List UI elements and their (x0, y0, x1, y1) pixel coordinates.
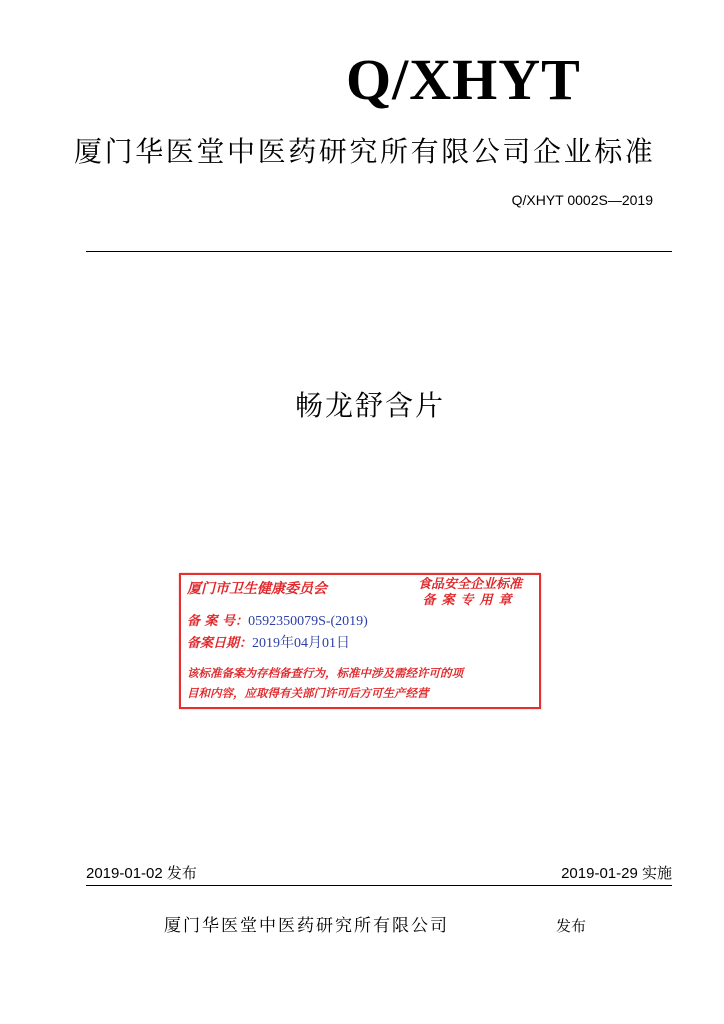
header-divider (86, 251, 672, 252)
filing-date-value: 2019年04月01日 (252, 636, 351, 651)
stamp-note-line2: 目和内容，应取得有关部门许可后方可生产经营 (187, 686, 429, 700)
issuer-name: 厦门华医堂中医药研究所有限公司 (164, 916, 449, 936)
stamp-note-line1: 该标准备案为存档备查行为，标准中涉及需经许可的项 (187, 666, 463, 680)
filing-number-label: 备 案 号： (187, 614, 249, 629)
company-standard-title: 厦门华医堂中医药研究所有限公司企业标准 (74, 135, 656, 168)
issue-date: 2019-01-02 发布 (86, 865, 197, 882)
filing-date-row (187, 635, 350, 653)
stamp-seal-line1: 食品安全企业标准 (417, 577, 522, 592)
stamp-note (187, 663, 537, 703)
filing-stamp (179, 573, 541, 709)
stamp-authority: 厦门市卫生健康委员会 (187, 581, 327, 597)
implementation-date: 2019-01-29 实施 (561, 865, 672, 882)
filing-number-row (187, 613, 368, 631)
filing-number-value: 0592350079S-(2019) (248, 614, 368, 629)
stamp-seal-line2: 备案专用章 (422, 593, 518, 608)
standard-number: Q/XHYT 0002S—2019 (511, 192, 653, 208)
standard-code: Q/XHYT (346, 47, 581, 112)
product-name: 畅龙舒含片 (294, 389, 445, 422)
footer-divider (86, 885, 672, 886)
stamp-seal-text (403, 577, 537, 609)
filing-date-label: 备案日期： (187, 636, 253, 651)
issuer-issue-word: 发布 (556, 917, 587, 935)
